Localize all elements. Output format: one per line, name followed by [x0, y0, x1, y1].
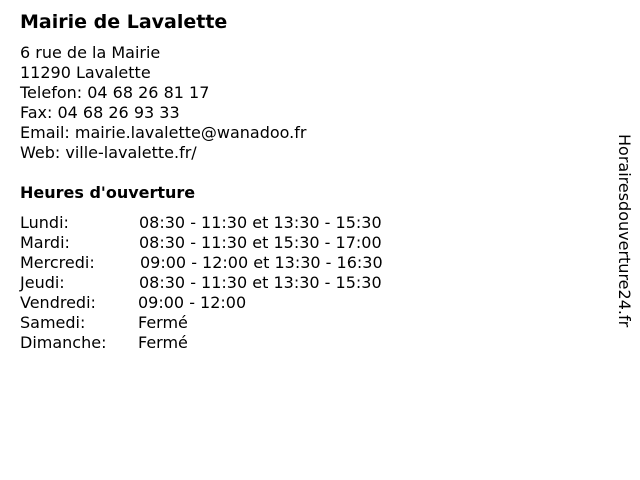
day-label: Samedi:: [20, 313, 86, 332]
day-hours: Fermé: [138, 333, 188, 352]
hours-row-samedi: [20, 313, 440, 333]
day-label: Mercredi:: [20, 253, 95, 272]
day-label: Mardi:: [20, 233, 70, 252]
day-label: Vendredi:: [20, 293, 96, 312]
email-address: Email: mairie.lavalette@wanadoo.fr: [20, 123, 307, 142]
hours-row-jeudi: [20, 273, 440, 293]
day-hours: 09:00 - 12:00 et 13:30 - 16:30: [140, 253, 383, 272]
opening-hours-table: [20, 213, 440, 353]
hours-row-vendredi: [20, 293, 440, 313]
brand-watermark: Horairesdouverture24.fr: [615, 134, 634, 328]
hours-row-dimanche: [20, 333, 440, 353]
address-street: 6 rue de la Mairie: [20, 43, 161, 62]
fax-number: Fax: 04 68 26 93 33: [20, 103, 180, 122]
website-link: Web: ville-lavalette.fr/: [20, 143, 197, 162]
phone-number: Telefon: 04 68 26 81 17: [20, 83, 210, 102]
address-city: 11290 Lavalette: [20, 63, 151, 82]
day-hours: 08:30 - 11:30 et 15:30 - 17:00: [139, 233, 382, 252]
opening-hours-heading: Heures d'ouverture: [20, 183, 196, 202]
day-hours: 08:30 - 11:30 et 13:30 - 15:30: [139, 213, 382, 232]
hours-row-mercredi: [20, 253, 440, 273]
hours-row-lundi: [20, 213, 440, 233]
day-label: Dimanche:: [20, 333, 107, 352]
hours-row-mardi: [20, 233, 440, 253]
day-hours: Fermé: [138, 313, 188, 332]
day-hours: 09:00 - 12:00: [138, 293, 247, 312]
page-title: Mairie de Lavalette: [20, 11, 228, 33]
contact-info: [20, 43, 306, 163]
day-label: Jeudi:: [20, 273, 65, 292]
day-hours: 08:30 - 11:30 et 13:30 - 15:30: [139, 273, 382, 292]
day-label: Lundi:: [20, 213, 69, 232]
